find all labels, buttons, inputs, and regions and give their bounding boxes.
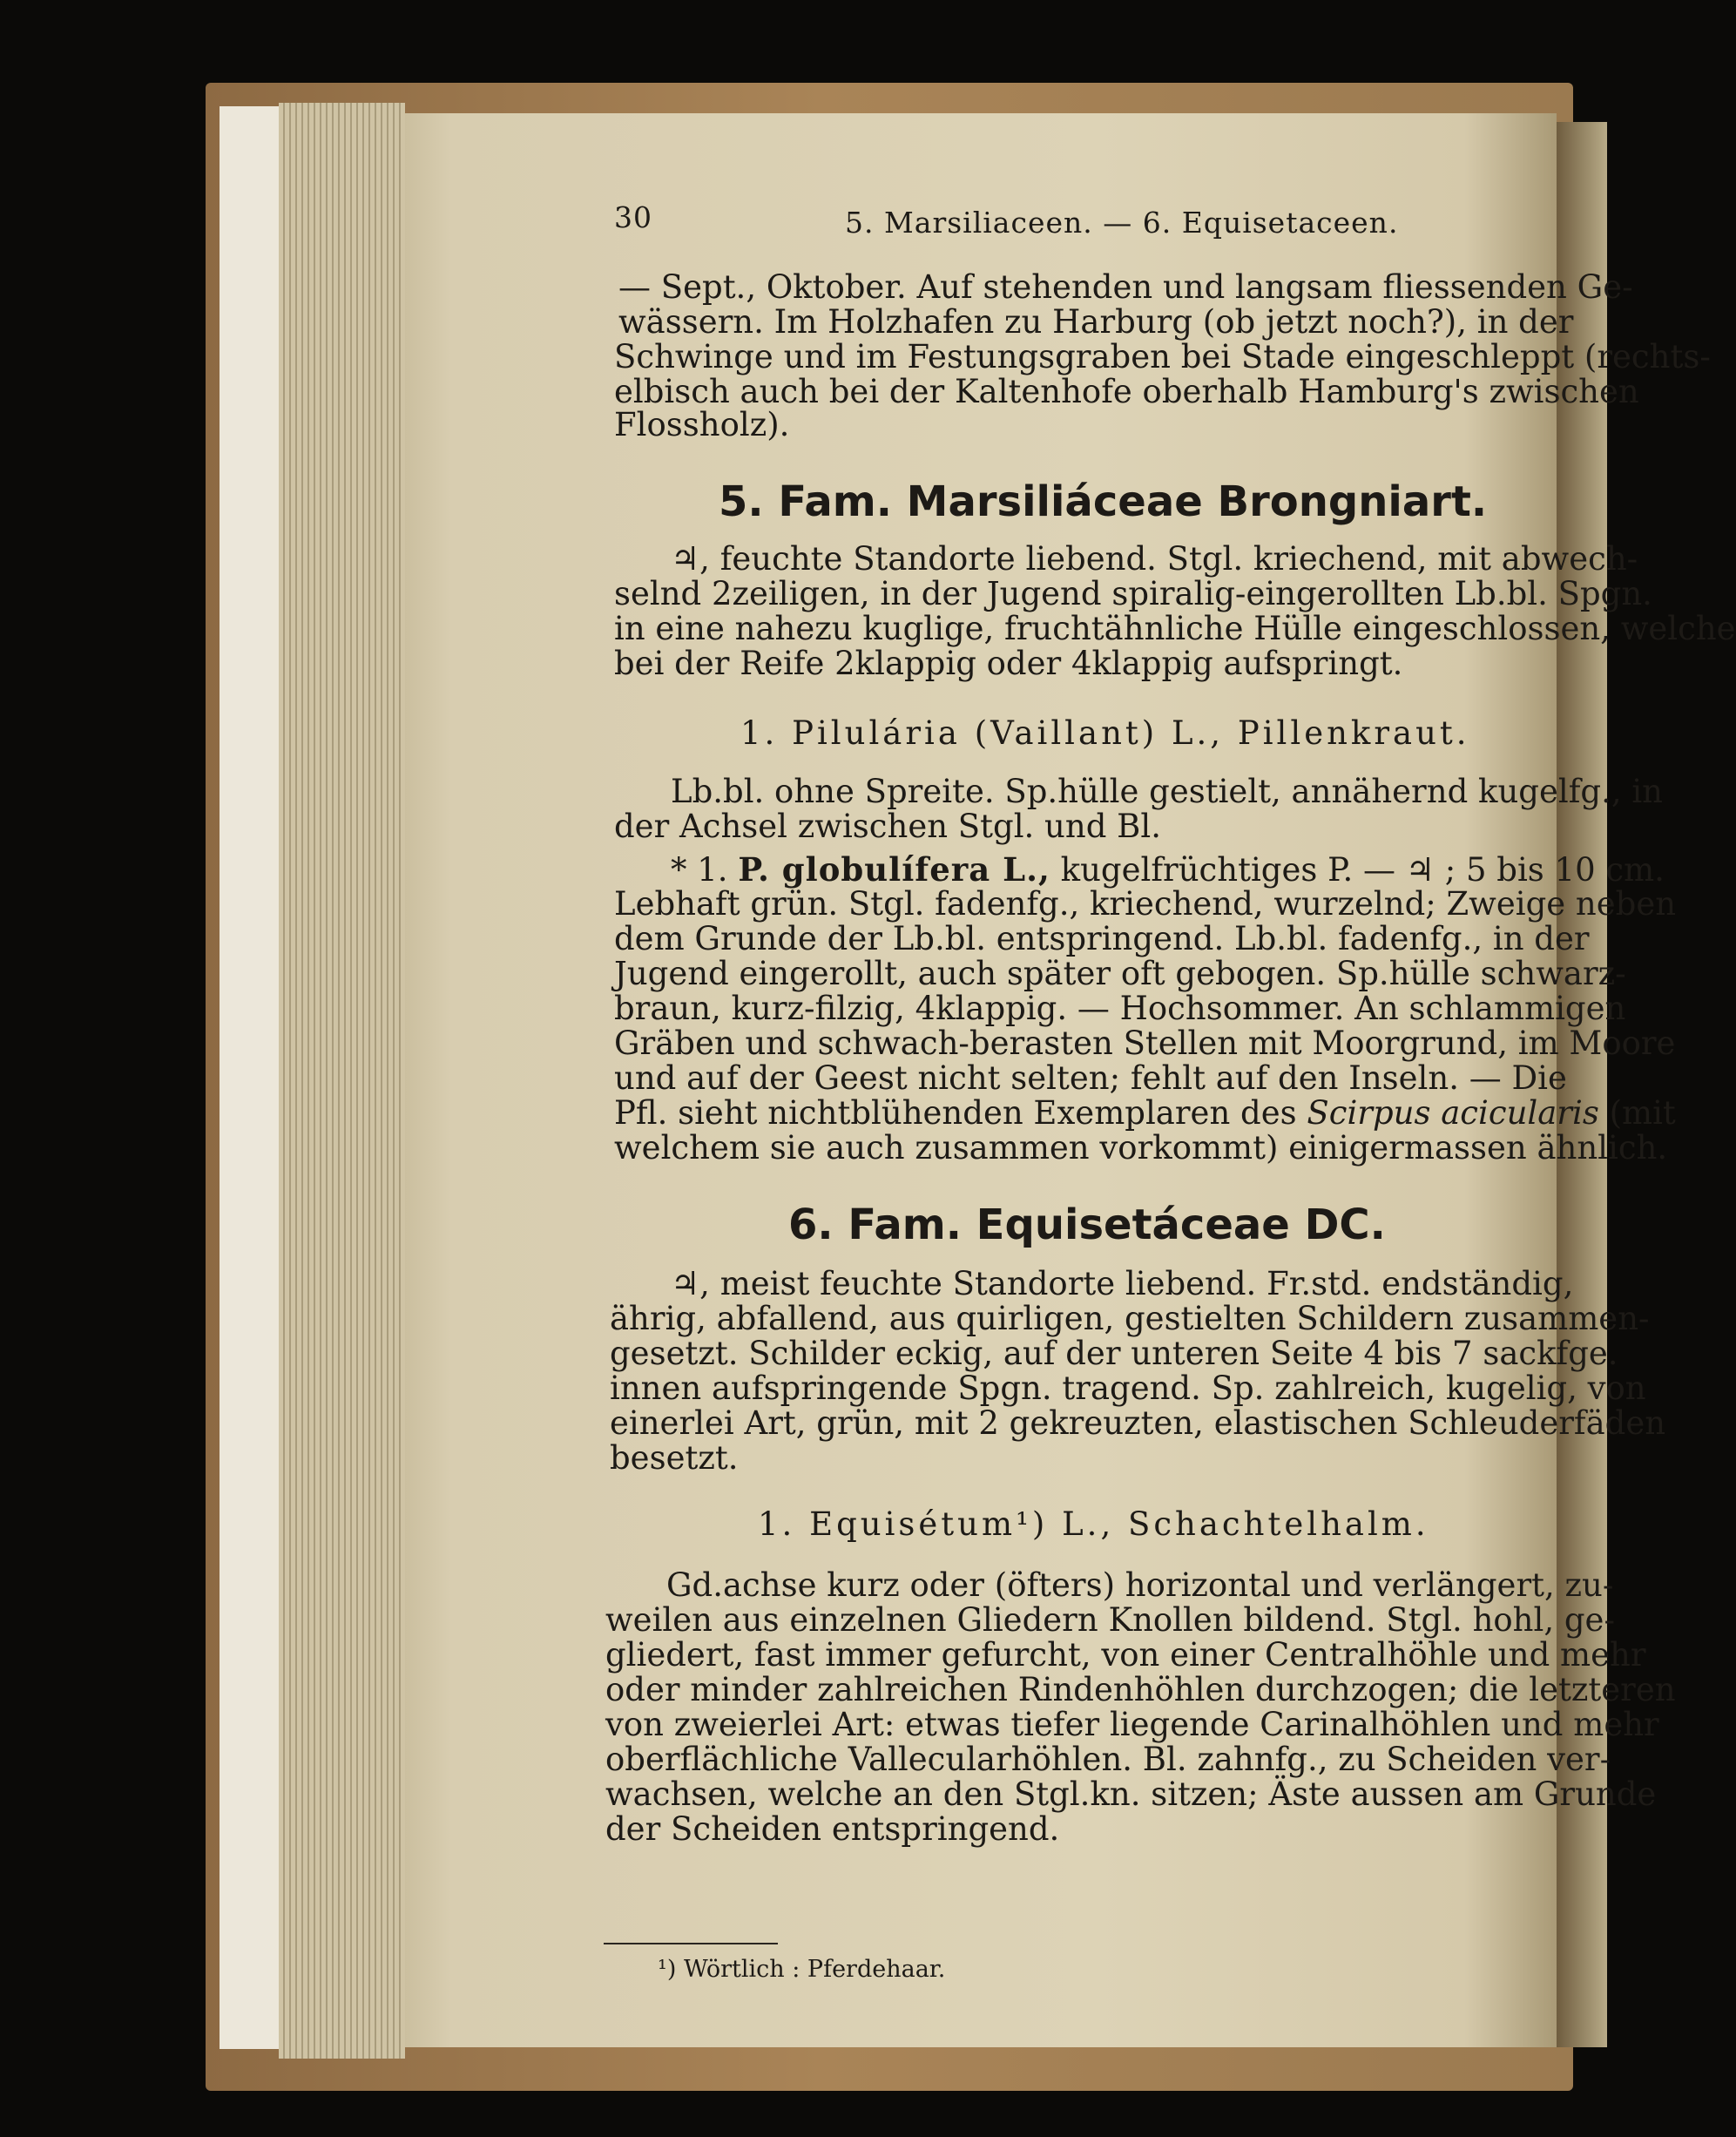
text-line: der Achsel zwischen Stgl. und Bl. xyxy=(614,808,1161,845)
family-heading: 5. Fam. Marsiliáceae Brongniart. xyxy=(719,477,1488,526)
text-line: Schwinge und im Festungsgraben bei Stade eingeschleppt (rechts- xyxy=(614,338,1711,375)
text-line: bei der Reife 2klappig oder 4klappig aufspringt. xyxy=(614,645,1403,682)
text-segment: (mit xyxy=(1609,1094,1676,1132)
text-segment: Pfl. sieht nichtblühenden Exemplaren des xyxy=(614,1094,1297,1132)
species-marker: * 1. xyxy=(671,851,728,889)
text-line: einerlei Art, grün, mit 2 gekreuzten, elastischen Schleuderfäden xyxy=(610,1404,1666,1442)
footnote: ¹) Wörtlich : Pferdehaar. xyxy=(658,1956,946,1983)
text-line: der Scheiden entspringend. xyxy=(605,1810,1060,1848)
text-line: ♃, feuchte Standorte liebend. Stgl. kriechend, mit abwech- xyxy=(671,540,1638,578)
text-line: ♃, meist feuchte Standorte liebend. Fr.std. endständig, xyxy=(671,1265,1574,1302)
text-line xyxy=(614,1094,1676,1132)
book-page xyxy=(405,113,1736,2047)
text-line: dem Grunde der Lb.bl. entspringend. Lb.bl. fadenfg., in der xyxy=(614,920,1590,957)
text-line: in eine nahezu kuglige, fruchtähnliche Hülle eingeschlossen, welche xyxy=(614,610,1736,647)
genus-heading: 1. Equisétum¹) L., Schachtelhalm. xyxy=(758,1505,1429,1543)
footnote-rule xyxy=(604,1943,778,1944)
text-line: besetzt. xyxy=(610,1439,739,1477)
text-line: elbisch auch bei der Kaltenhofe oberhalb Hamburg's zwischen xyxy=(614,373,1639,410)
page-number: 30 xyxy=(614,200,652,234)
species-common-name: kugelfrüchtiges P. — ♃ ; 5 bis 10 cm. xyxy=(1060,851,1665,889)
running-head: 5. Marsiliaceen. — 6. Equisetaceen. xyxy=(845,206,1399,240)
species-entry xyxy=(671,850,1665,889)
text-line: welchem sie auch zusammen vorkommt) einigermassen ähnlich. xyxy=(614,1129,1668,1167)
text-line: Jugend eingerollt, auch später oft gebogen. Sp.hülle schwarz- xyxy=(614,955,1626,992)
text-line: Flossholz). xyxy=(614,406,790,443)
text-line: weilen aus einzelnen Gliedern Knollen bildend. Stgl. hohl, ge- xyxy=(605,1601,1615,1639)
species-reference: Scirpus acicularis xyxy=(1307,1094,1599,1132)
endpaper xyxy=(220,106,285,2049)
text-line: — Sept., Oktober. Auf stehenden und langsam fliessenden Ge- xyxy=(618,268,1633,306)
text-line: Lebhaft grün. Stgl. fadenfg., kriechend, wurzelnd; Zweige neben xyxy=(614,885,1677,923)
text-line: selnd 2zeiligen, in der Jugend spiralig-eingerollten Lb.bl. Spgn. xyxy=(614,575,1652,612)
text-line: braun, kurz-filzig, 4klappig. — Hochsommer. An schlammigen xyxy=(614,990,1626,1027)
text-line: von zweierlei Art: etwas tiefer liegende Carinalhöhlen und mehr xyxy=(605,1706,1659,1743)
text-line: Gd.achse kurz oder (öfters) horizontal und verlängert, zu- xyxy=(666,1566,1614,1604)
text-line: Lb.bl. ohne Spreite. Sp.hülle gestielt, annähernd kugelfg., in xyxy=(671,773,1664,810)
text-line: innen aufspringende Spgn. tragend. Sp. zahlreich, kugelig, von xyxy=(610,1369,1646,1407)
page-edges xyxy=(279,103,405,2059)
text-line: gliedert, fast immer gefurcht, von einer Centralhöhle und mehr xyxy=(605,1636,1646,1674)
species-name: P. globulífera L., xyxy=(738,850,1050,889)
genus-heading: 1. Pilulária (Vaillant) L., Pillenkraut. xyxy=(740,714,1470,752)
text-line: oder minder zahlreichen Rindenhöhlen durchzogen; die letzteren xyxy=(605,1671,1676,1708)
text-line: wässern. Im Holzhafen zu Harburg (ob jetzt noch?), in der xyxy=(618,303,1574,341)
text-line: gesetzt. Schilder eckig, auf der unteren Seite 4 bis 7 sackfge. xyxy=(610,1335,1618,1372)
text-line: und auf der Geest nicht selten; fehlt auf den Inseln. — Die xyxy=(614,1059,1567,1097)
family-heading: 6. Fam. Equisetáceae DC. xyxy=(788,1200,1386,1249)
text-line: ährig, abfallend, aus quirligen, gestielten Schildern zusammen- xyxy=(610,1300,1650,1337)
text-line: oberflächliche Vallecularhöhlen. Bl. zahnfg., zu Scheiden ver- xyxy=(605,1741,1611,1778)
text-line: Gräben und schwach-berasten Stellen mit Moorgrund, im Moore xyxy=(614,1025,1676,1062)
text-line: wachsen, welche an den Stgl.kn. sitzen; Äste aussen am Grunde xyxy=(605,1775,1657,1813)
